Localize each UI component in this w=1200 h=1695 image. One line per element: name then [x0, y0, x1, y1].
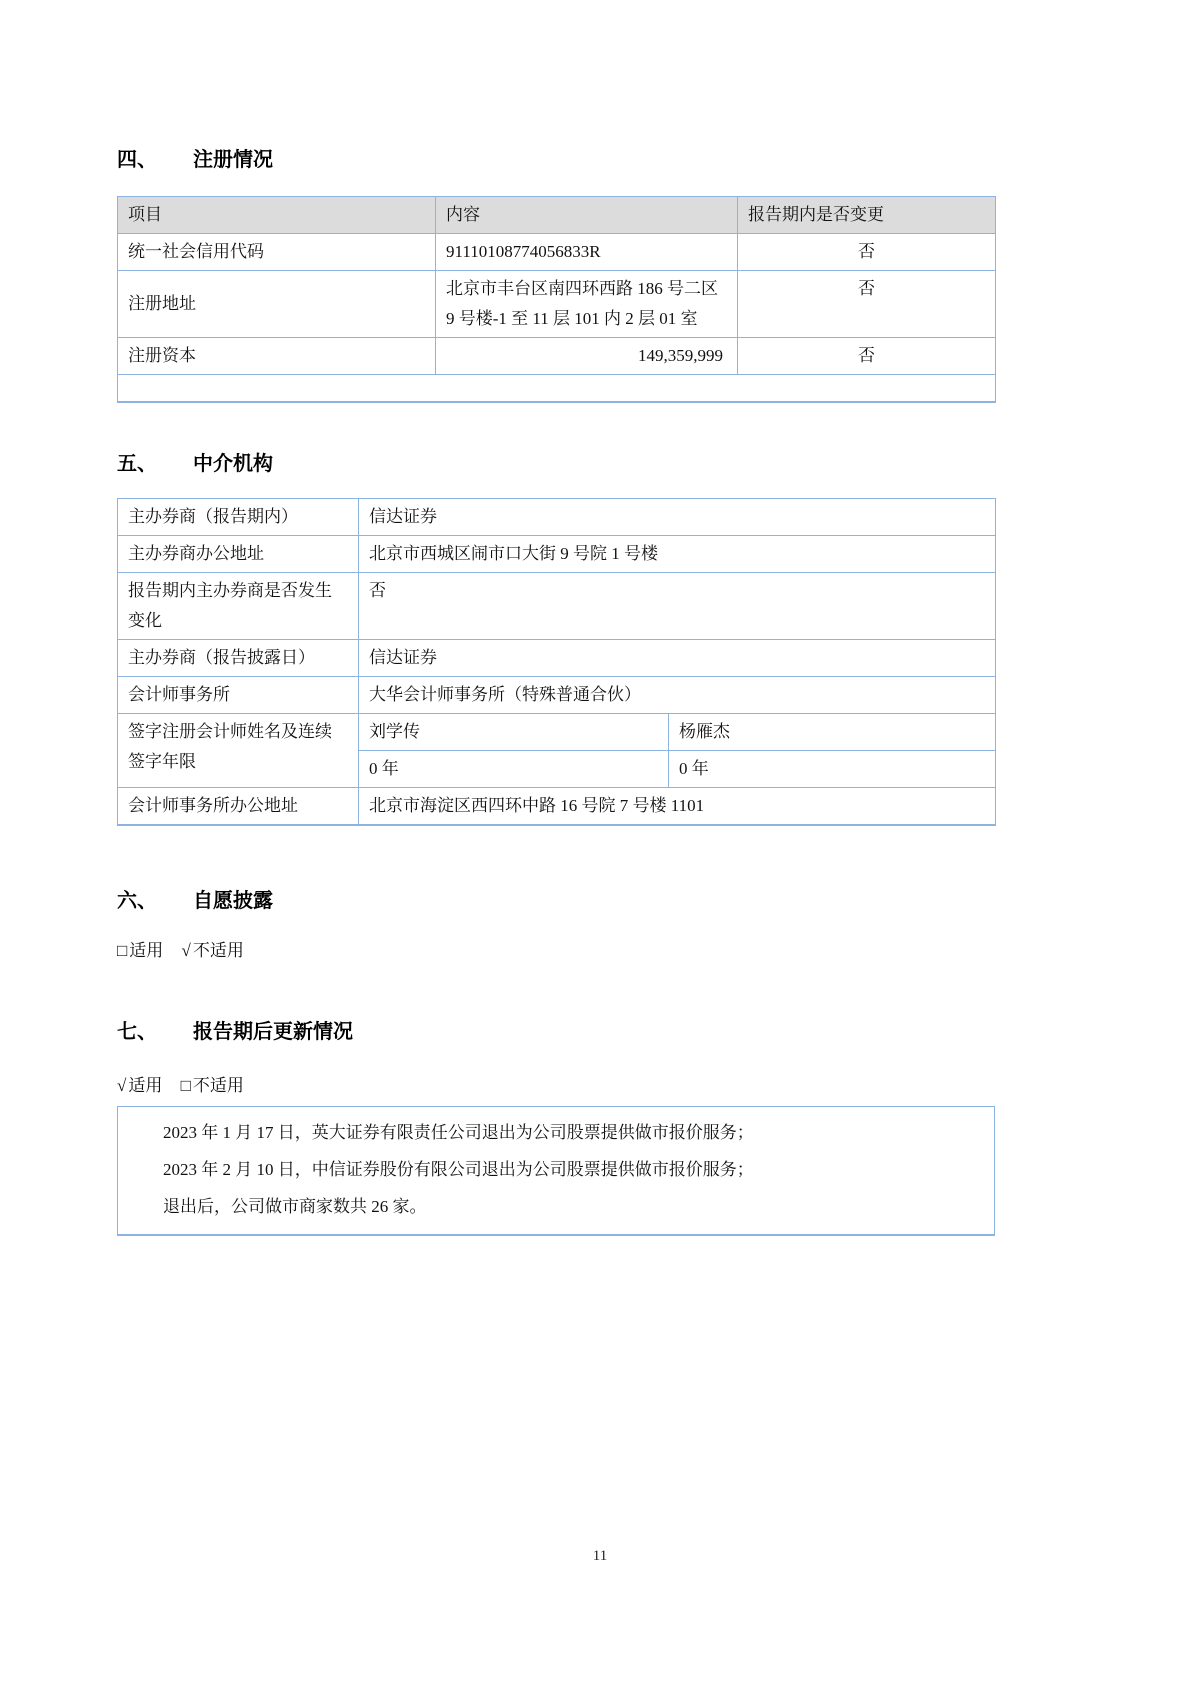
- option-applicable: [117, 941, 163, 960]
- post-period-update-box: [117, 1106, 995, 1236]
- cell-label: 主办券商办公地址: [118, 535, 359, 572]
- header-changed: 报告期内是否变更: [738, 197, 996, 234]
- section-title: 报告期后更新情况: [193, 1020, 353, 1043]
- cell-value: 大华会计师事务所（特殊普通合伙）: [359, 676, 996, 713]
- table-row: [118, 535, 996, 572]
- option-label: 不适用: [192, 940, 244, 960]
- cell-label: 签字注册会计师姓名及连续签字年限: [118, 713, 359, 787]
- cell-signer-years: 0 年: [359, 750, 669, 787]
- section-number: 六、: [117, 889, 157, 912]
- table-header-row: [118, 197, 996, 234]
- cell-value: 北京市西城区闹市口大街 9 号院 1 号楼: [359, 535, 996, 572]
- section-number: 七、: [117, 1020, 157, 1043]
- section-number: 五、: [117, 452, 157, 475]
- table-row: [118, 498, 996, 535]
- header-item: 项目: [118, 197, 436, 234]
- cell-item: 统一社会信用代码: [118, 234, 436, 271]
- cell-content: 北京市丰台区南四环西路 186 号二区 9 号楼-1 至 11 层 101 内 2 层 01 室: [436, 271, 738, 338]
- section-title: 注册情况: [193, 149, 273, 171]
- cell-changed: 否: [738, 234, 996, 271]
- option-not-applicable: [181, 1076, 244, 1095]
- cell-signer-years: 0 年: [669, 750, 996, 787]
- cell-empty: [118, 375, 996, 402]
- checkbox-empty-icon: □: [180, 1075, 191, 1095]
- section-heading-voluntary-disclosure: [117, 888, 995, 915]
- cell-changed: 否: [738, 338, 996, 375]
- section-title: 自愿披露: [193, 889, 273, 912]
- header-content: 内容: [436, 197, 738, 234]
- cell-changed: 否: [738, 271, 996, 338]
- update-line: 退出后，公司做市商家数共 26 家。: [163, 1196, 427, 1216]
- applicable-options-s6: [117, 939, 995, 963]
- cell-content: 91110108774056833R: [436, 234, 738, 271]
- section-heading-post-period-updates: [117, 1019, 995, 1046]
- registration-table: [117, 196, 996, 403]
- table-row-signer-names: [118, 713, 996, 750]
- cell-item: 注册资本: [118, 338, 436, 375]
- table-row: [118, 271, 996, 338]
- applicable-options-s7: [117, 1074, 995, 1098]
- table-row: [118, 639, 996, 676]
- option-applicable: [117, 1076, 162, 1095]
- table-row: [118, 234, 996, 271]
- cell-content: 149,359,999: [436, 338, 738, 375]
- cell-label: 会计师事务所: [118, 676, 359, 713]
- table-row: [118, 676, 996, 713]
- checkmark-icon: √: [181, 940, 191, 960]
- cell-label: 会计师事务所办公地址: [118, 787, 359, 825]
- table-row: [118, 787, 996, 825]
- intermediaries-table: [117, 498, 996, 826]
- document-content: [117, 0, 995, 1236]
- option-label: 适用: [129, 940, 164, 960]
- cell-label: 主办券商（报告披露日）: [118, 639, 359, 676]
- cell-label: 报告期内主办券商是否发生变化: [118, 572, 359, 639]
- cell-value: 信达证券: [359, 639, 996, 676]
- section-heading-intermediaries: [117, 451, 995, 478]
- update-line: 2023 年 2 月 10 日，中信证券股份有限公司退出为公司股票提供做市报价服务；: [163, 1159, 754, 1179]
- table-row: [118, 338, 996, 375]
- option-label: 适用: [128, 1075, 163, 1095]
- page-number: 11: [592, 1548, 608, 1564]
- cell-value: 北京市海淀区西四环中路 16 号院 7 号楼 1101: [359, 787, 996, 825]
- section-heading-registration: [117, 147, 995, 174]
- cell-signer-name: 刘学传: [359, 713, 669, 750]
- cell-value: 信达证券: [359, 498, 996, 535]
- option-not-applicable: [182, 941, 244, 960]
- section-title: 中介机构: [193, 452, 273, 475]
- cell-value: 否: [359, 572, 996, 639]
- cell-label: 主办券商（报告期内）: [118, 498, 359, 535]
- checkbox-empty-icon: □: [117, 940, 128, 960]
- section-number: 四、: [117, 149, 157, 171]
- update-line: 2023 年 1 月 17 日，英大证券有限责任公司退出为公司股票提供做市报价服务；: [163, 1122, 754, 1142]
- table-row-empty: [118, 375, 996, 402]
- table-row: [118, 572, 996, 639]
- cell-signer-name: 杨雁杰: [669, 713, 996, 750]
- option-label: 不适用: [192, 1075, 244, 1095]
- cell-item: 注册地址: [118, 271, 436, 338]
- checkmark-icon: √: [117, 1075, 127, 1095]
